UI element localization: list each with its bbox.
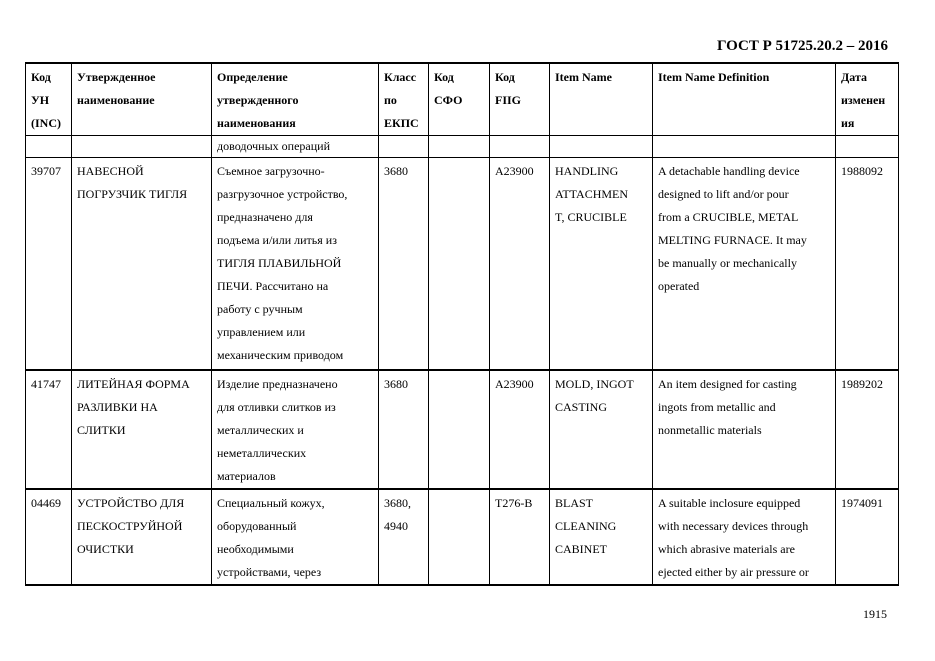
table-header-row bbox=[26, 63, 899, 136]
cell-definition: Изделие предназначено для отливки слитков из металлических и неметаллических материалов bbox=[212, 370, 379, 489]
document-title: ГОСТ Р 51725.20.2 – 2016 bbox=[716, 38, 888, 54]
cell-item-name-definition: An item designed for casting ingots from metallic and nonmetallic materials bbox=[653, 370, 836, 489]
cell-approved-name: НАВЕСНОЙ ПОГРУЗЧИК ТИГЛЯ bbox=[72, 158, 212, 371]
header-sfo-code: Код СФО bbox=[429, 63, 490, 136]
header-definition: Определение утвержденного наименования bbox=[212, 63, 379, 136]
cell-change-date: 1974091 bbox=[836, 489, 899, 585]
cell-item-name: HANDLING ATTACHMEN T, CRUCIBLE bbox=[550, 158, 653, 371]
cell-fiig-code: A23900 bbox=[490, 370, 550, 489]
cell-item-name: BLAST CLEANING CABINET bbox=[550, 489, 653, 585]
cell-change-date: 1989202 bbox=[836, 370, 899, 489]
table-cell bbox=[836, 136, 899, 158]
cell-ekps-class: 3680, 4940 bbox=[379, 489, 429, 585]
table-cell bbox=[429, 136, 490, 158]
header-inc-code: Код УН (INC) bbox=[26, 63, 72, 136]
table-cell bbox=[72, 136, 212, 158]
cell-definition: Съемное загрузочно- разгрузочное устройство, предназначено для подъема и/или литья из ТИГЛЯ ПЛАВИЛЬНОЙ ПЕЧИ. Рассчитано на работу с ручным управлением или механическим приводом bbox=[212, 158, 379, 371]
header-item-name-definition: Item Name Definition bbox=[653, 63, 836, 136]
cell-fiig-code: T276-B bbox=[490, 489, 550, 585]
table-cell: доводочных операций bbox=[212, 136, 379, 158]
cell-item-name: MOLD, INGOT CASTING bbox=[550, 370, 653, 489]
header-approved-name: Утвержденное наименование bbox=[72, 63, 212, 136]
table-cell bbox=[550, 136, 653, 158]
header-ekps-class: Класс по ЕКПС bbox=[379, 63, 429, 136]
table-cell bbox=[653, 136, 836, 158]
cell-inc: 39707 bbox=[26, 158, 72, 371]
cell-fiig-code: A23900 bbox=[490, 158, 550, 371]
item-catalog-table bbox=[25, 62, 899, 586]
table-row bbox=[26, 489, 899, 585]
cell-sfo-code bbox=[429, 158, 490, 371]
cell-change-date: 1988092 bbox=[836, 158, 899, 371]
cell-item-name-definition: A detachable handling device designed to lift and/or pour from a CRUCIBLE, METAL MELTING FURNACE. It may be manually or mechanically operated bbox=[653, 158, 836, 371]
page-number: 1915 bbox=[863, 607, 887, 621]
cell-approved-name: УСТРОЙСТВО ДЛЯ ПЕСКОСТРУЙНОЙ ОЧИСТКИ bbox=[72, 489, 212, 585]
table-cell bbox=[26, 136, 72, 158]
header-item-name: Item Name bbox=[550, 63, 653, 136]
header-fiig-code: Код FIIG bbox=[490, 63, 550, 136]
cell-item-name-definition: A suitable inclosure equipped with necessary devices through which abrasive materials are ejected either by air pressure or bbox=[653, 489, 836, 585]
table-row-continuation bbox=[26, 136, 899, 158]
table-row bbox=[26, 158, 899, 371]
table-cell bbox=[490, 136, 550, 158]
cell-inc: 41747 bbox=[26, 370, 72, 489]
table-row bbox=[26, 370, 899, 489]
cell-sfo-code bbox=[429, 370, 490, 489]
cell-sfo-code bbox=[429, 489, 490, 585]
cell-ekps-class: 3680 bbox=[379, 370, 429, 489]
cell-definition: Специальный кожух, оборудованный необходимыми устройствами, через bbox=[212, 489, 379, 585]
cell-ekps-class: 3680 bbox=[379, 158, 429, 371]
table-cell bbox=[379, 136, 429, 158]
header-change-date: Дата изменен ия bbox=[836, 63, 899, 136]
cell-inc: 04469 bbox=[26, 489, 72, 585]
cell-approved-name: ЛИТЕЙНАЯ ФОРМА РАЗЛИВКИ НА СЛИТКИ bbox=[72, 370, 212, 489]
